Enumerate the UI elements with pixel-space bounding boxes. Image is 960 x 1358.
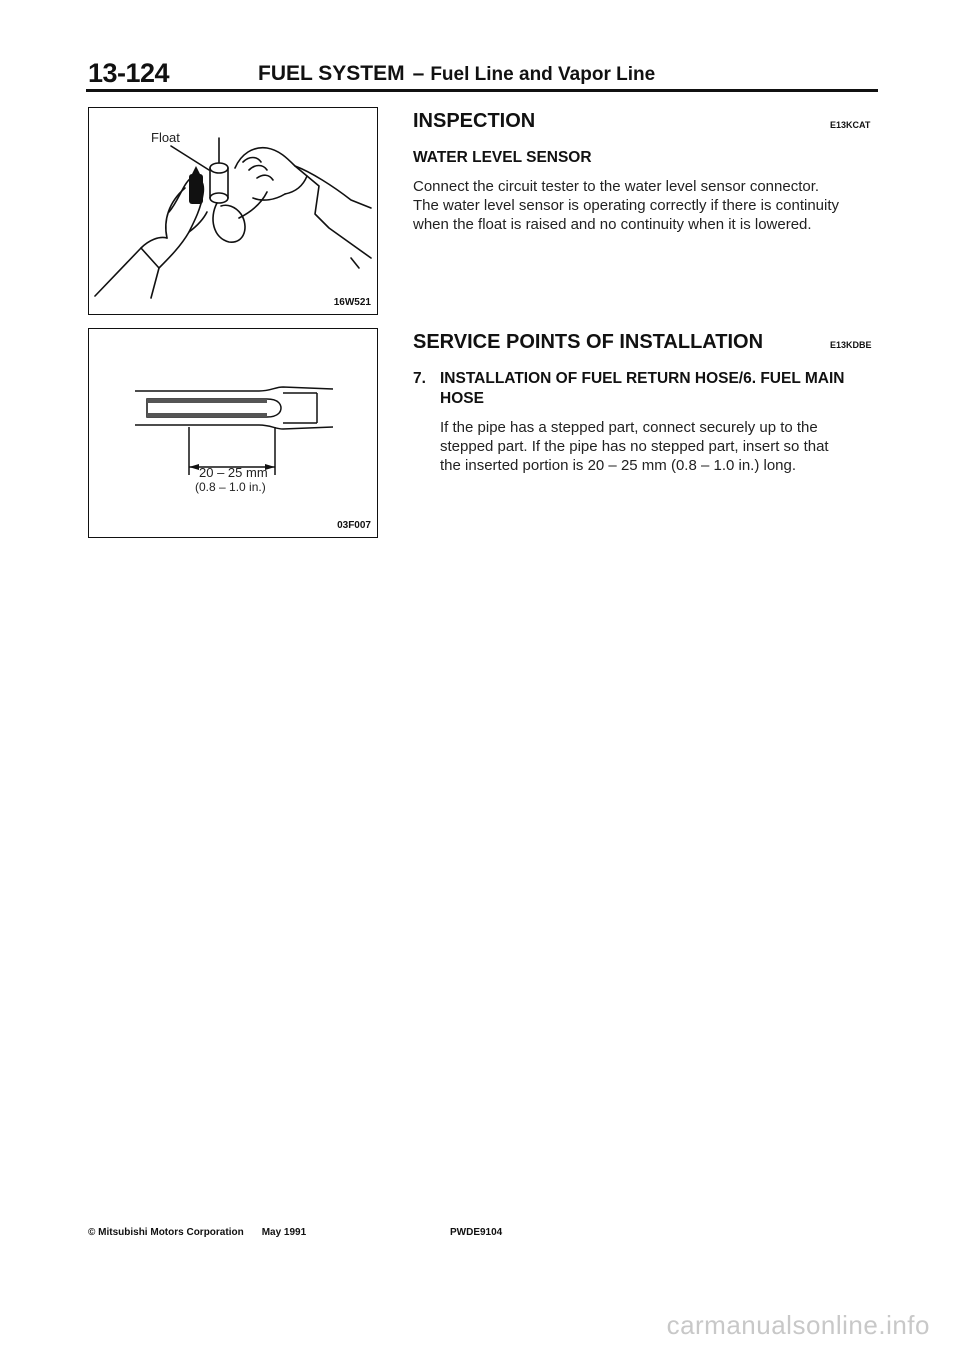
- header-rule: [86, 89, 878, 92]
- hose-pipe-figure: [88, 328, 378, 538]
- dimension-mm: 20 – 25 mm: [199, 465, 268, 480]
- inspection-code: E13KCAT: [830, 120, 871, 130]
- text-line: If the pipe has a stepped part, connect securely up to the: [440, 419, 818, 436]
- item-number: 7.: [413, 370, 426, 387]
- dimension-in: (0.8 – 1.0 in.): [195, 480, 266, 494]
- text-line: The water level sensor is operating correctly if there is continuity: [413, 197, 840, 214]
- float-sensor-illustration: [89, 108, 377, 314]
- water-level-sensor-subheading: WATER LEVEL SENSOR: [413, 149, 592, 166]
- service-points-heading: SERVICE POINTS OF INSTALLATION: [413, 331, 764, 353]
- float-label: Float: [151, 130, 180, 145]
- document-code: PWDE9104: [450, 1227, 503, 1238]
- item-title-line: HOSE: [440, 390, 484, 407]
- page-title: [258, 62, 655, 86]
- installation-paragraph: [440, 418, 880, 475]
- item-title-line: INSTALLATION OF FUEL RETURN HOSE/6. FUEL MAIN: [440, 370, 845, 387]
- text-line: stepped part. If the pipe has no stepped part, insert so that: [440, 438, 829, 455]
- text-line: the inserted portion is 20 – 25 mm (0.8 – 1.0 in.) long.: [440, 457, 797, 474]
- float-sensor-figure: [88, 107, 378, 315]
- service-code: E13KDBE: [830, 340, 872, 350]
- publication-date: May 1991: [261, 1227, 307, 1238]
- copyright: © Mitsubishi Motors Corporation: [88, 1227, 244, 1238]
- title-separator: –: [412, 62, 425, 85]
- text-line: Connect the circuit tester to the water level sensor connector.: [413, 178, 820, 195]
- inspection-heading: INSPECTION: [413, 110, 536, 132]
- section-title: FUEL SYSTEM: [258, 62, 405, 85]
- subsection-title: Fuel Line and Vapor Line: [430, 64, 656, 85]
- item-title: [440, 369, 844, 409]
- watermark: carmanualsonline.info: [666, 1310, 930, 1340]
- figure-code: 03F007: [337, 520, 371, 531]
- inspection-paragraph: [413, 177, 883, 234]
- footer-left: [88, 1227, 306, 1238]
- text-line: when the float is raised and no continuity when it is lowered.: [413, 216, 812, 233]
- page-number: 13-124: [88, 58, 170, 88]
- figure-code: 16W521: [333, 297, 371, 308]
- hose-pipe-illustration: [89, 329, 377, 537]
